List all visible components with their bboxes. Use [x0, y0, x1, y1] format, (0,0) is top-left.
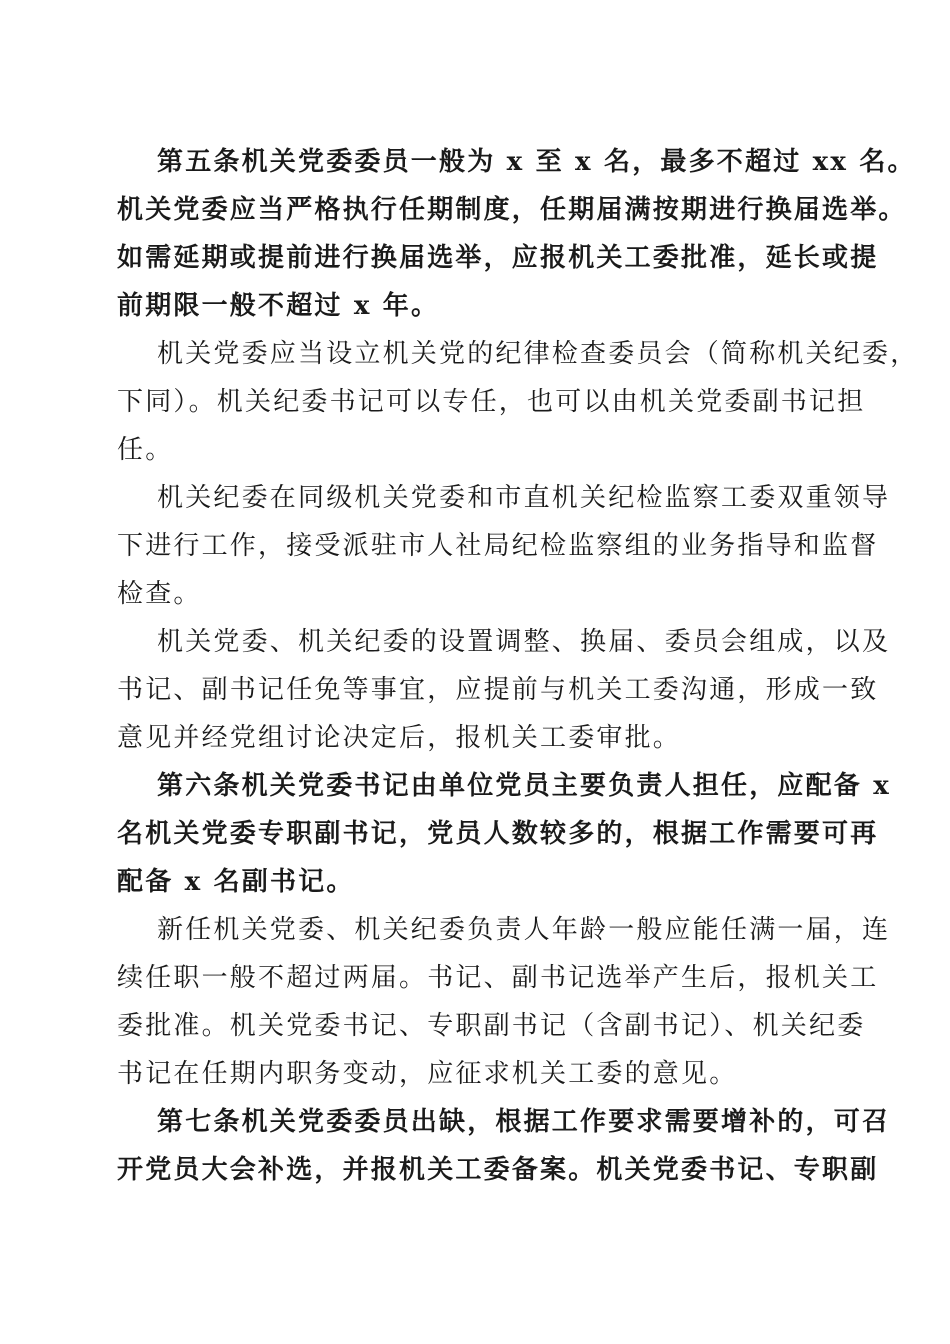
text-line: 下进行工作，接受派驻市人社局纪检监察组的业务指导和监督 [117, 531, 879, 561]
paragraph-article-5 [117, 138, 916, 330]
text-line: 名机关党委专职副书记，党员人数较多的，根据工作需要可再 [117, 819, 879, 849]
paragraph-term-limits [117, 906, 891, 1098]
paragraph-discipline-committee [117, 330, 919, 474]
document-body [117, 138, 919, 1194]
paragraph-article-7 [117, 1098, 891, 1194]
paragraph-setup-adjustment [117, 618, 891, 762]
paragraph-dual-leadership [117, 474, 891, 618]
paragraph-article-6 [117, 762, 891, 906]
text-line: 第七条机关党委委员出缺，根据工作要求需要增补的，可召 [157, 1107, 891, 1137]
text-line: 检查。 [117, 579, 202, 609]
text-line: 开党员大会补选，并报机关工委备案。机关党委书记、专职副 [117, 1155, 879, 1185]
text-line: 第五条机关党委委员一般为 x 至 x 名，最多不超过 xx 名。 [157, 147, 916, 177]
text-line: 书记在任期内职务变动，应征求机关工委的意见。 [117, 1059, 738, 1089]
text-line: 下同）。机关纪委书记可以专任，也可以由机关党委副书记担 [117, 387, 866, 417]
text-line: 配备 x 名副书记。 [117, 867, 355, 897]
text-line: 委批准。机关党委书记、专职副书记（含副书记）、机关纪委 [117, 1011, 866, 1041]
text-line: 机关党委、机关纪委的设置调整、换届、委员会组成，以及 [157, 627, 891, 657]
text-line: 续任职一般不超过两届。书记、副书记选举产生后，报机关工 [117, 963, 879, 993]
text-line: 如需延期或提前进行换届选举，应报机关工委批准，延长或提 [117, 243, 879, 273]
text-line: 书记、副书记任免等事宜，应提前与机关工委沟通，形成一致 [117, 675, 879, 705]
text-line: 任。 [117, 435, 174, 465]
text-line: 前期限一般不超过 x 年。 [117, 291, 440, 321]
text-line: 机关纪委在同级机关党委和市直机关纪检监察工委双重领导 [157, 483, 891, 513]
text-line: 机关党委应当设立机关党的纪律检查委员会（简称机关纪委， [157, 339, 919, 369]
text-line: 机关党委应当严格执行任期制度，任期届满按期进行换届选举。 [117, 195, 907, 225]
text-line: 意见并经党组讨论决定后，报机关工委审批。 [117, 723, 682, 753]
text-line: 新任机关党委、机关纪委负责人年龄一般应能任满一届，连 [157, 915, 891, 945]
text-line: 第六条机关党委书记由单位党员主要负责人担任，应配备 x [157, 771, 891, 801]
